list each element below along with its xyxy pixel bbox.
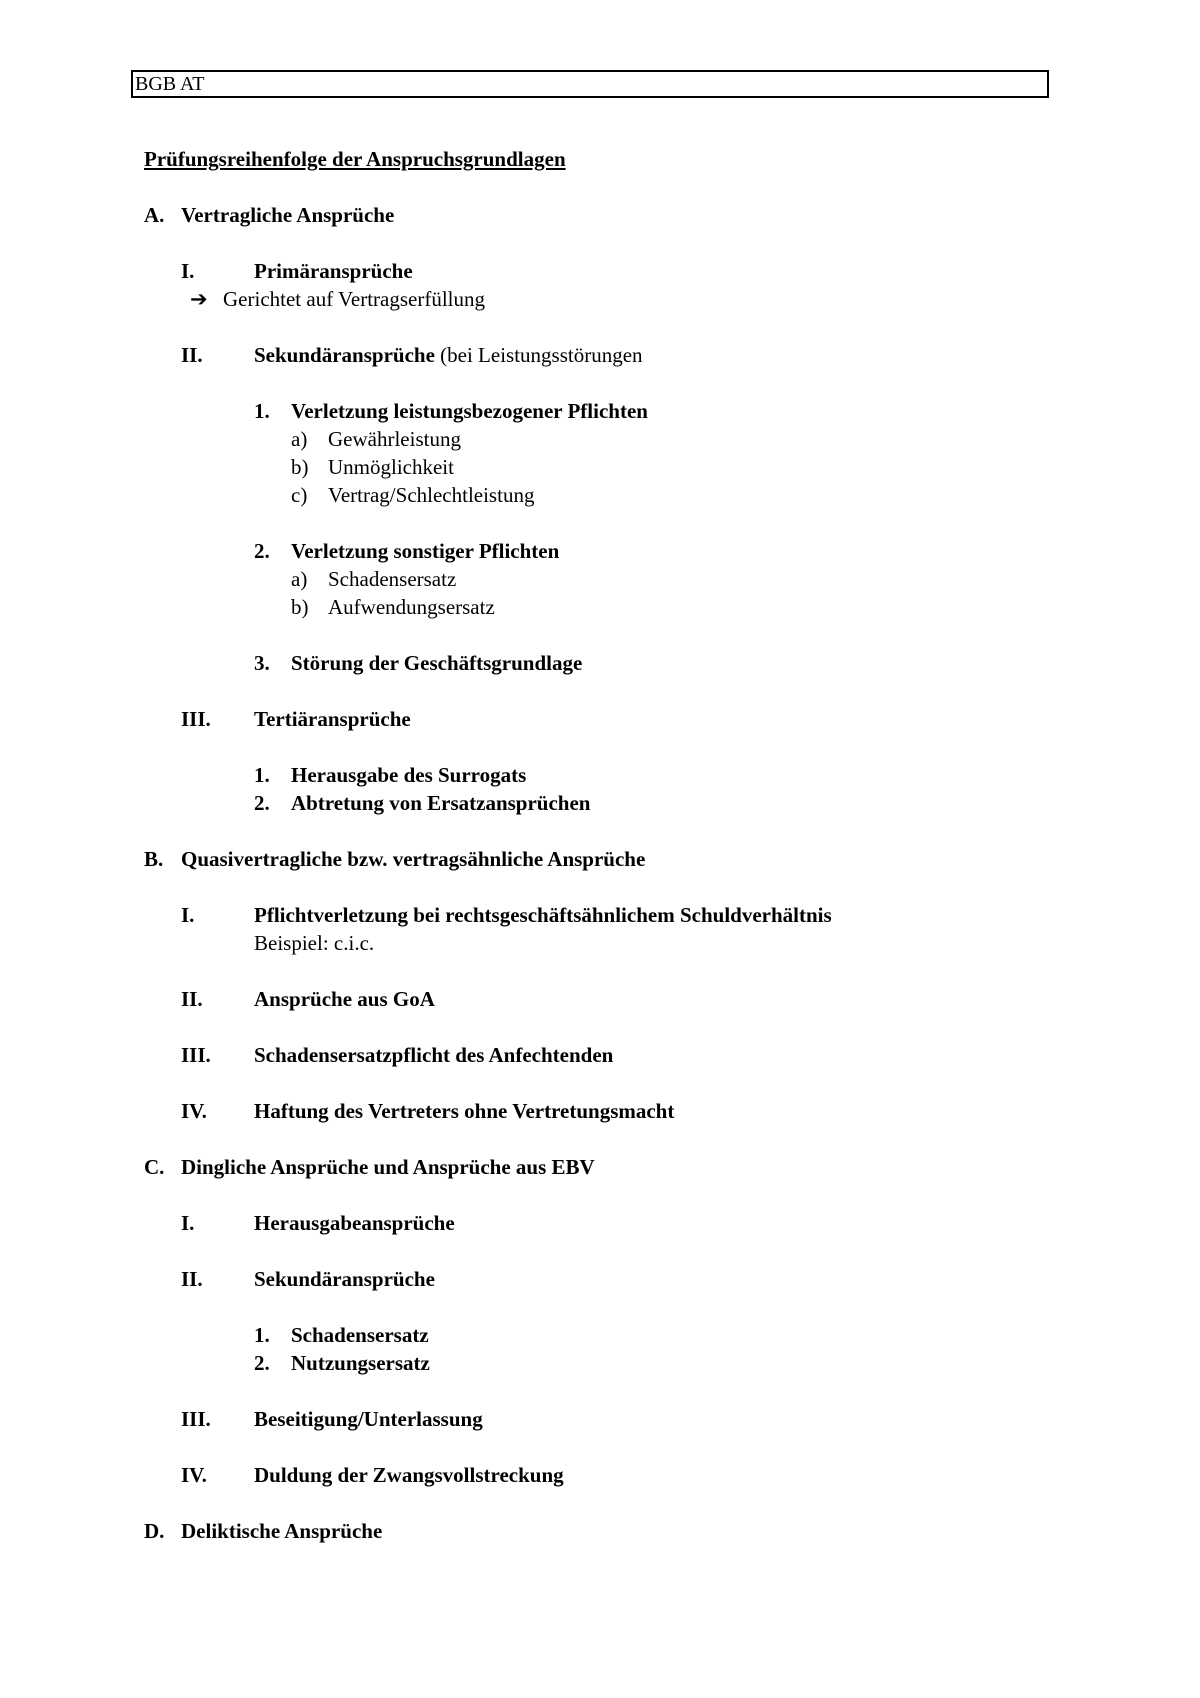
a-iii-1-label: 1.: [254, 763, 270, 787]
section-b-title: Quasivertragliche bzw. vertragsähnliche Ansprüche: [181, 847, 646, 871]
a-ii-1-c-label: c): [291, 483, 308, 507]
a-ii-2-b-text: Aufwendungsersatz: [328, 595, 495, 619]
a-ii-1-a-label: a): [291, 427, 308, 451]
a-ii-heading: [254, 342, 643, 368]
a-i-note: Gerichtet auf Vertragserfüllung: [223, 287, 486, 311]
a-ii-1-title: Verletzung leistungsbezogener Pflichten: [291, 399, 648, 423]
a-ii-2-b-label: b): [291, 595, 309, 619]
a-ii-2-title: Verletzung sonstiger Pflichten: [291, 539, 560, 563]
c-iii-label: III.: [181, 1407, 211, 1431]
c-ii-title: Sekundäransprüche: [254, 1267, 435, 1291]
a-i-title: Primäransprüche: [254, 259, 413, 283]
section-b-label: B.: [144, 847, 164, 871]
a-ii-2-a-text: Schadensersatz: [328, 567, 457, 591]
a-ii-suffix: (bei Leistungsstörungen: [434, 343, 643, 367]
a-iii-1-text: Herausgabe des Surrogats: [291, 763, 527, 787]
c-iv-title: Duldung der Zwangsvollstreckung: [254, 1463, 564, 1487]
section-c-label: C.: [144, 1155, 165, 1179]
a-ii-1-b-label: b): [291, 455, 309, 479]
section-a-label: A.: [144, 203, 165, 227]
b-iv-title: Haftung des Vertreters ohne Vertretungsmacht: [254, 1099, 675, 1123]
b-i-label: I.: [181, 903, 195, 927]
a-ii-3-title: Störung der Geschäftsgrundlage: [291, 651, 583, 675]
page-title: Prüfungsreihenfolge der Anspruchsgrundlagen: [144, 147, 566, 171]
c-ii-1-text: Schadensersatz: [291, 1323, 429, 1347]
c-ii-1-label: 1.: [254, 1323, 270, 1347]
section-c-title: Dingliche Ansprüche und Ansprüche aus EBV: [181, 1155, 595, 1179]
c-i-title: Herausgabeansprüche: [254, 1211, 455, 1235]
section-d-title: Deliktische Ansprüche: [181, 1519, 383, 1543]
a-ii-1-c-text: Vertrag/Schlechtleistung: [328, 483, 535, 507]
a-ii-label: II.: [181, 343, 203, 367]
a-ii-2-a-label: a): [291, 567, 308, 591]
a-iii-title: Tertiäransprüche: [254, 707, 411, 731]
a-ii-2-label: 2.: [254, 539, 270, 563]
c-i-label: I.: [181, 1211, 195, 1235]
a-iii-label: III.: [181, 707, 211, 731]
c-ii-2-text: Nutzungsersatz: [291, 1351, 430, 1375]
a-ii-title: Sekundäransprüche: [254, 343, 435, 367]
b-iii-title: Schadensersatzpflicht des Anfechtenden: [254, 1043, 614, 1067]
b-iii-label: III.: [181, 1043, 211, 1067]
b-i-note: Beispiel: c.i.c.: [254, 931, 375, 955]
a-i-label: I.: [181, 259, 195, 283]
header-title: BGB AT: [135, 73, 205, 95]
a-ii-1-label: 1.: [254, 399, 270, 423]
section-a-title: Vertragliche Ansprüche: [181, 203, 395, 227]
a-iii-2-label: 2.: [254, 791, 270, 815]
a-ii-1-a-text: Gewährleistung: [328, 427, 461, 451]
c-iv-label: IV.: [181, 1463, 207, 1487]
c-iii-title: Beseitigung/Unterlassung: [254, 1407, 483, 1431]
b-i-title: Pflichtverletzung bei rechtsgeschäftsähnlichem Schuldverhältnis: [254, 903, 832, 927]
a-ii-3-label: 3.: [254, 651, 270, 675]
header-box: [131, 70, 1049, 98]
a-iii-2-text: Abtretung von Ersatzansprüchen: [291, 791, 591, 815]
b-iv-label: IV.: [181, 1099, 207, 1123]
arrow-right-icon: ➔: [190, 287, 208, 311]
a-ii-1-b-text: Unmöglichkeit: [328, 455, 454, 479]
b-ii-label: II.: [181, 987, 203, 1011]
section-d-label: D.: [144, 1519, 165, 1543]
c-ii-2-label: 2.: [254, 1351, 270, 1375]
b-ii-title: Ansprüche aus GoA: [254, 987, 435, 1011]
c-ii-label: II.: [181, 1267, 203, 1291]
